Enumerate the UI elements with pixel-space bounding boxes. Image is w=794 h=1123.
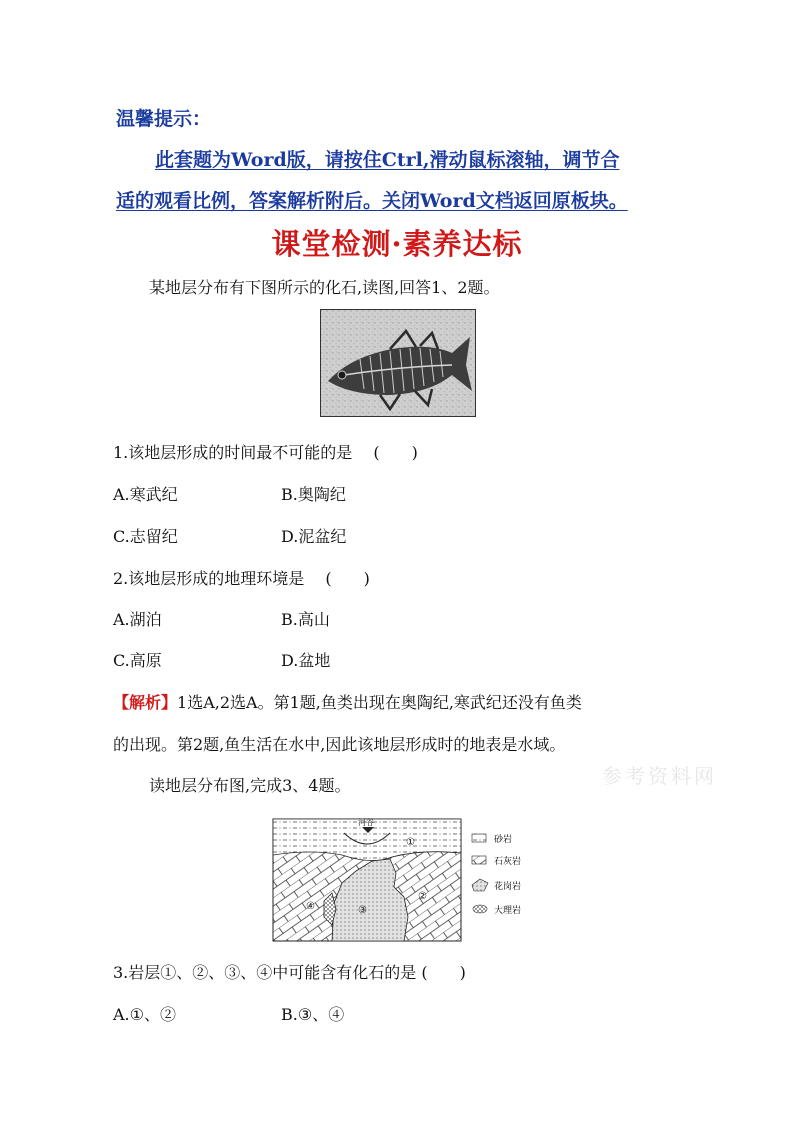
tip-line-1: 此套题为Word版，请按住Ctrl,滑动鼠标滚轴，调节合 — [155, 149, 620, 171]
q2-option-a: A.湖泊 — [113, 610, 162, 629]
legend-label-sandstone: 砂岩 — [494, 835, 513, 845]
layer-mark-1: ① — [406, 837, 415, 848]
analysis-tag: 【解析】 — [113, 693, 178, 712]
diagram-legend — [472, 833, 521, 916]
intro-2: 读地层分布图,完成3、4题。 — [149, 776, 351, 795]
tip-title: 温馨提示： — [116, 108, 212, 130]
layer-mark-3: ③ — [358, 905, 367, 916]
river-valley-label: 河谷 — [358, 818, 374, 827]
q1-option-a: A.寒武纪 — [113, 485, 178, 504]
fish-fossil-image — [320, 309, 476, 417]
tip-line-2: 适的观看比例，答案解析附后。关闭Word文档返回原板块。 — [116, 190, 628, 212]
q3-option-a: A.①、② — [113, 1005, 176, 1024]
section-heading: 课堂检测·素养达标 — [271, 227, 523, 261]
legend-label-marble: 大理岩 — [494, 906, 522, 916]
q1-stem: 1.该地层形成的时间最不可能的是 ( ) — [113, 443, 418, 462]
legend-swatch-marble — [473, 905, 487, 913]
q2-stem: 2.该地层形成的地理环境是 ( ) — [113, 569, 370, 588]
q3-stem: 3.岩层①、②、③、④中可能含有化石的是 ( ) — [113, 963, 466, 982]
intro-1: 某地层分布有下图所示的化石,读图,回答1、2题。 — [149, 278, 500, 297]
layer-mark-4: ④ — [306, 901, 315, 912]
q2-option-d: D.盆地 — [281, 651, 331, 670]
q1-option-c: C.志留纪 — [113, 527, 178, 546]
legend-swatch-limestone — [472, 856, 486, 864]
layer-mark-2: ② — [418, 891, 427, 902]
q2-option-c: C.高原 — [113, 651, 162, 670]
analysis-line-1 — [113, 690, 582, 713]
q1-option-d: D.泥盆纪 — [281, 527, 347, 546]
stratum-diagram — [272, 813, 537, 943]
legend-swatch-sandstone — [472, 834, 486, 842]
q1-option-b: B.奥陶纪 — [281, 485, 346, 504]
q3-option-b: B.③、④ — [281, 1005, 345, 1024]
legend-label-granite: 花岗岩 — [494, 882, 522, 892]
legend-swatch-granite — [472, 879, 488, 891]
watermark: 参考资料网 — [602, 764, 717, 788]
analysis-text-1: 1选A,2选A。第1题,鱼类出现在奥陶纪,寒武纪还没有鱼类 — [177, 693, 582, 712]
q2-option-b: B.高山 — [281, 610, 330, 629]
legend-label-limestone: 石灰岩 — [494, 857, 522, 867]
analysis-line-2: 的出现。第2题,鱼生活在水中,因此该地层形成时的地表是水域。 — [113, 735, 566, 754]
